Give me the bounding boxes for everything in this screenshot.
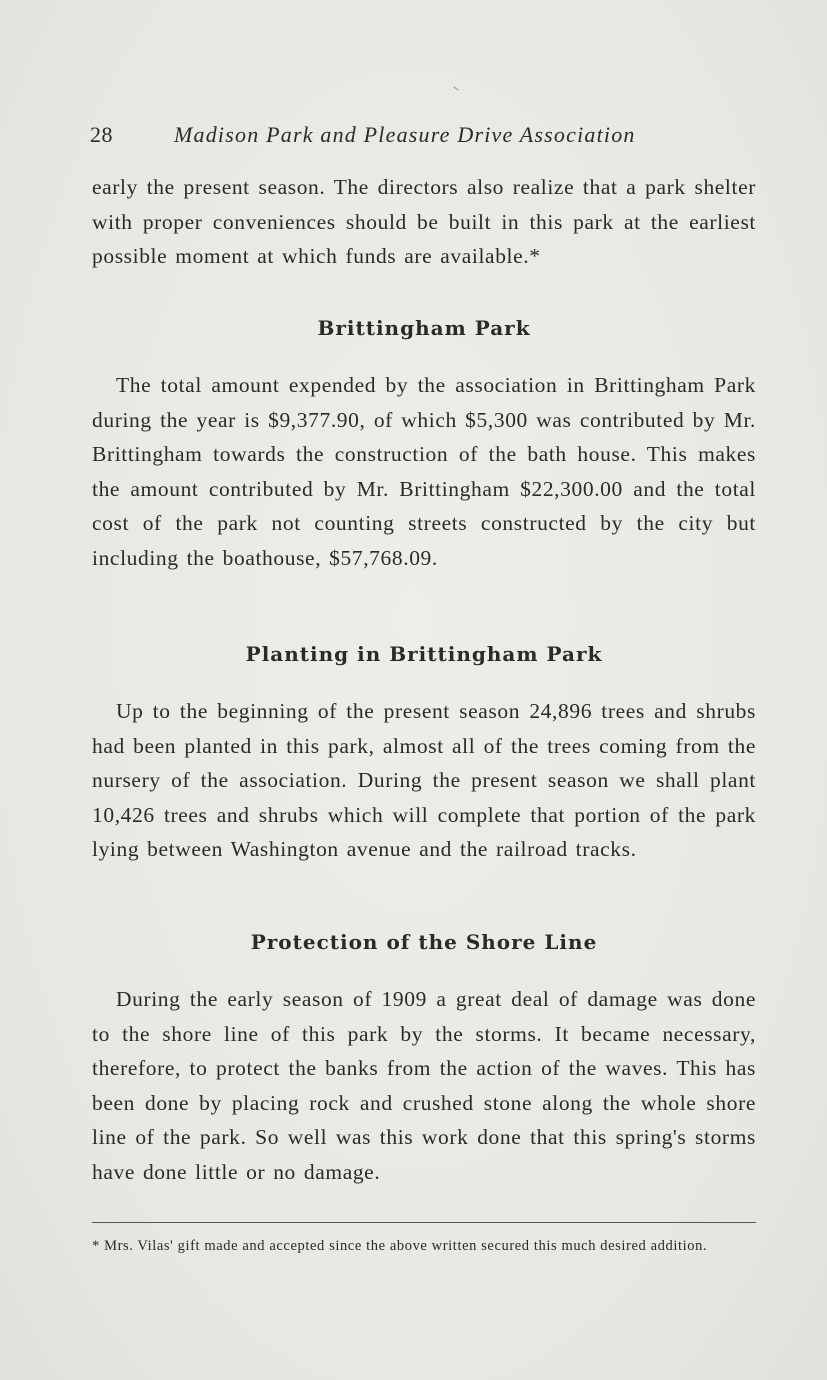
footnote: * Mrs. Vilas' gift made and accepted since the above written secured this much desired addition. (92, 1238, 708, 1254)
paragraph-intro: early the present season. The directors also realize that a park shelter with proper conveniences should be built in this park at the earliest possible moment at which funds are available.* (92, 175, 756, 268)
heading-planting: Planting in Brittingham Park (245, 642, 603, 666)
paragraph-shore: During the early season of 1909 a great deal of damage was done to the shore line of this park by the storms. It became necessary, therefore, to protect the banks from the action of the waves. This has been done by placing rock and crushed stone along the whole shore line of the park. So well was this work done that this spring's storms have done little or no damage. (92, 987, 756, 1184)
page-number: 28 (90, 122, 113, 147)
paragraph-planting: Up to the beginning of the present season 24,896 trees and shrubs had been planted in this park, almost all of the trees coming from the nursery of the association. During the present season we shall plant 10,426 trees and shrubs which will complete that portion of the park lying between Washington avenue and the railroad tracks. (92, 699, 756, 861)
running-title: Madison Park and Pleasure Drive Association (174, 122, 636, 147)
page-header (90, 122, 690, 154)
scan-mark (453, 86, 458, 90)
paragraph-brittingham: The total amount expended by the association in Brittingham Park during the year is $9,377.90, of which $5,300 was contributed by Mr. Brittingham towards the construction of the bath house. This makes the amount contributed by Mr. Brittingham $22,300.00 and the total cost of the park not counting streets constructed by the city but including the boathouse, $57,768.09. (92, 373, 756, 570)
heading-protection: Protection of the Shore Line (250, 930, 598, 954)
footnote-rule (92, 1222, 756, 1223)
heading-brittingham-park: Brittingham Park (317, 316, 531, 340)
